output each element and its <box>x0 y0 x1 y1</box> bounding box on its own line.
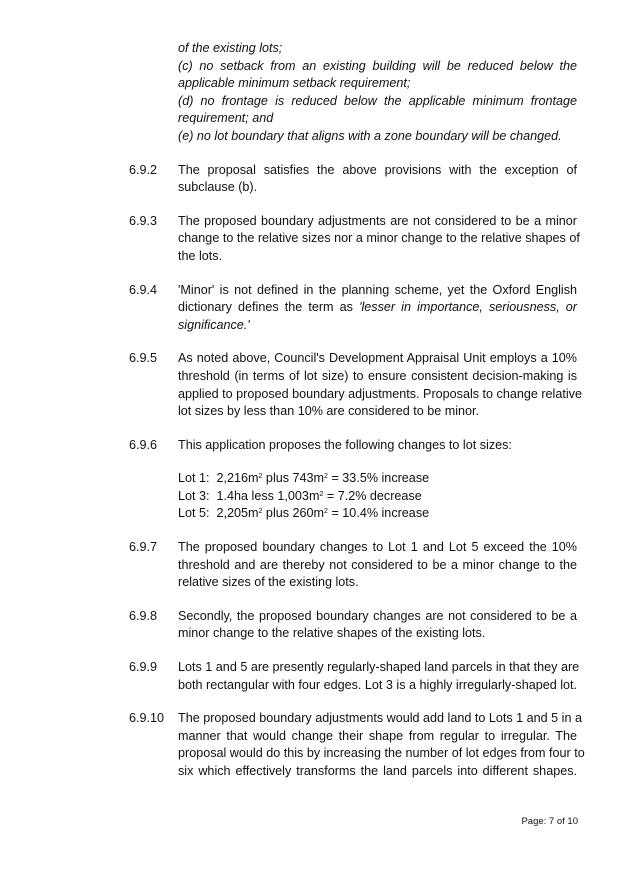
paragraph-line: The proposed boundary adjustments are not considered to be a minor <box>178 213 577 228</box>
paragraph-line: The proposed boundary adjustments would add land to Lots 1 and 5 in a <box>178 711 582 726</box>
paragraph-6-9-4 <box>0 282 622 335</box>
paragraph-6-9-3 <box>0 213 622 266</box>
paragraph-number: 6.9.8 <box>129 608 158 623</box>
paragraph-6-9-9 <box>0 659 622 694</box>
intro-line: requirement; and <box>178 111 274 126</box>
lot-change-item: Lot 3: 1.4ha less $1,003m^2 = 7.2\%$ decrease <box>178 488 422 503</box>
paragraph-line: applied to proposed boundary adjustments. Proposals to change relative <box>178 386 582 401</box>
paragraph-line: Secondly, the proposed boundary changes are not considered to be a <box>178 608 577 623</box>
paragraph-line: minor change to the relative shapes of the existing lots. <box>178 626 486 641</box>
paragraph-number: 6.9.7 <box>129 540 158 555</box>
intro-line: applicable minimum setback requirement; <box>178 76 411 91</box>
paragraph-6-9-8 <box>0 608 622 643</box>
paragraph-line: subclause (b). <box>178 180 258 195</box>
paragraph-line: relative sizes of the existing lots. <box>178 575 359 590</box>
paragraph-line: The proposal satisfies the above provisions with the exception of <box>178 162 577 177</box>
paragraph-line: proposal would do this by increasing the number of lot edges from four to <box>178 746 585 761</box>
paragraph-line: six which effectively transforms the land parcels into different shapes. <box>178 764 577 778</box>
paragraph-line: lot sizes by less than 10% are considered to be minor. <box>178 404 480 419</box>
paragraph-line: 'Minor' is not defined in the planning scheme, yet the Oxford English <box>178 282 577 297</box>
paragraph-text: dictionary defines the term as <box>178 300 360 315</box>
paragraph-line <box>178 299 577 317</box>
paragraph-number: 6.9.4 <box>129 282 158 297</box>
lot-change-item: Lot 5: $2,205m^2$ plus $260m^2 = 10.4\%$ increase <box>178 506 430 521</box>
paragraph-6-9-7 <box>0 539 622 592</box>
paragraph-6-9-5 <box>0 350 622 420</box>
paragraph-number: 6.9.2 <box>129 162 158 177</box>
paragraph-line: This application proposes the following changes to lot sizes: <box>178 437 512 452</box>
paragraph-line: The proposed boundary changes to Lot 1 and Lot 5 exceed the 10% <box>178 540 577 555</box>
lot-change-item: Lot 1: $2,216m^2$ plus $743m^2 = 33.5\%$ increase <box>178 471 430 486</box>
paragraph-number: 6.9.5 <box>129 351 158 366</box>
paragraph-number: 6.9.6 <box>129 437 158 452</box>
paragraph-line: threshold and are thereby not considered to be a minor change to the <box>178 557 577 572</box>
intro-line: (e) no lot boundary that aligns with a zone boundary will be changed. <box>178 128 562 143</box>
intro-line: of the existing lots; <box>178 41 283 55</box>
paragraph-line: the lots. <box>178 248 223 263</box>
paragraph-number: 6.9.3 <box>129 213 158 228</box>
definition-quote: significance.' <box>178 317 250 332</box>
lot-size-list <box>0 470 622 523</box>
paragraph-number: 6.9.9 <box>129 660 158 675</box>
paragraph-6-9-10 <box>0 710 622 780</box>
paragraph-number: 6.9.10 <box>129 711 165 726</box>
paragraph-line: change to the relative sizes nor a minor change to the relative shapes of <box>178 231 580 246</box>
paragraph-line: both rectangular with four edges. Lot 3 is a highly irregularly-shaped lot. <box>178 677 578 692</box>
paragraph-line: manner that would change their shape from regular to irregular. The <box>178 728 577 743</box>
paragraph-line: threshold (in terms of lot size) to ensure consistent decision-making is <box>178 368 577 383</box>
paragraph-6-9-6 <box>0 437 622 455</box>
definition-quote: 'lesser in importance, seriousness, or <box>359 300 577 315</box>
paragraph-line: As noted above, Council's Development Appraisal Unit employs a 10% <box>178 351 577 366</box>
intro-line: (d) no frontage is reduced below the applicable minimum frontage <box>178 93 577 108</box>
paragraph-line: Lots 1 and 5 are presently regularly-shaped land parcels in that they are <box>178 660 580 675</box>
intro-line: (c) no setback from an existing building will be reduced below the <box>178 58 577 73</box>
paragraph-6-9-2 <box>0 162 622 197</box>
page-number-footer: Page: 7 of 10 <box>521 816 578 827</box>
